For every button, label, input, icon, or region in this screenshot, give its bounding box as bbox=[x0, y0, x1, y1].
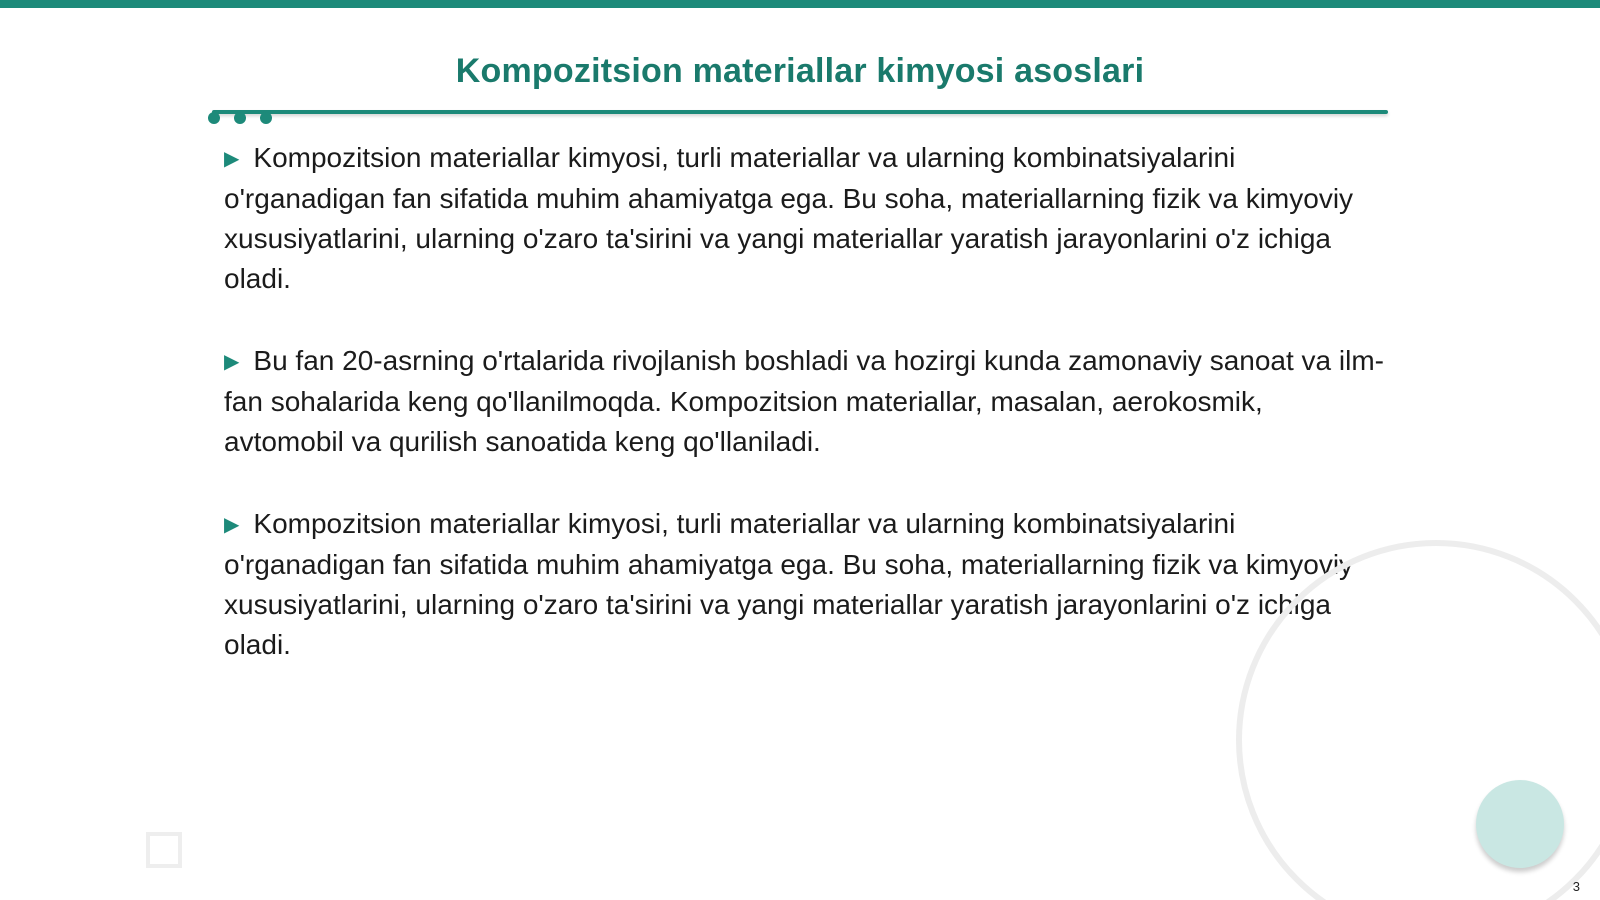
paragraph-text: Kompozitsion materiallar kimyosi, turli materiallar va ularning kombinatsiyalarini o'rganadigan fan sifatida muhim ahamiyatga ega. Bu soha, materiallarning fizik va kimyoviy xususiyatlarini, ularning o'zaro ta'sirini va yangi materiallar yaratish jarayonlarini o'z ichiga oladi. bbox=[224, 508, 1354, 660]
bullet-paragraph-2 bbox=[224, 341, 1384, 462]
play-triangle-icon: ▶ bbox=[224, 351, 240, 373]
decorative-dot bbox=[260, 112, 272, 124]
slide-title: Kompozitsion materiallar kimyosi asoslari bbox=[455, 52, 1145, 90]
paragraph-text: Kompozitsion materiallar kimyosi, turli materiallar va ularning kombinatsiyalarini o'rganadigan fan sifatida muhim ahamiyatga ega. Bu soha, materiallarning fizik va kimyoviy xususiyatlarini, ularning o'zaro ta'sirini va yangi materiallar yaratish jarayonlarini o'z ichiga oladi. bbox=[224, 142, 1354, 294]
decorative-dot bbox=[208, 112, 220, 124]
play-triangle-icon: ▶ bbox=[224, 514, 240, 536]
play-triangle-icon: ▶ bbox=[224, 148, 240, 170]
top-accent-bar bbox=[0, 0, 1600, 8]
paragraph-text: Bu fan 20-asrning o'rtalarida rivojlanish boshladi va hozirgi kunda zamonaviy sanoat va ilm-fan sohalarida keng qo'llanilmoqda. Kompozitsion materiallar, masalan, aerokosmik, avtomobil va qurilish sanoatida keng qo'llaniladi. bbox=[224, 345, 1384, 457]
decorative-dot bbox=[234, 112, 246, 124]
bullet-paragraph-3 bbox=[224, 504, 1384, 665]
bullet-paragraph-1 bbox=[224, 138, 1384, 299]
title-underline bbox=[212, 110, 1388, 114]
page-number: 3 bbox=[1572, 879, 1580, 894]
decorative-square bbox=[146, 832, 182, 868]
decorative-circle bbox=[1476, 780, 1564, 868]
slide-body bbox=[224, 138, 1384, 707]
